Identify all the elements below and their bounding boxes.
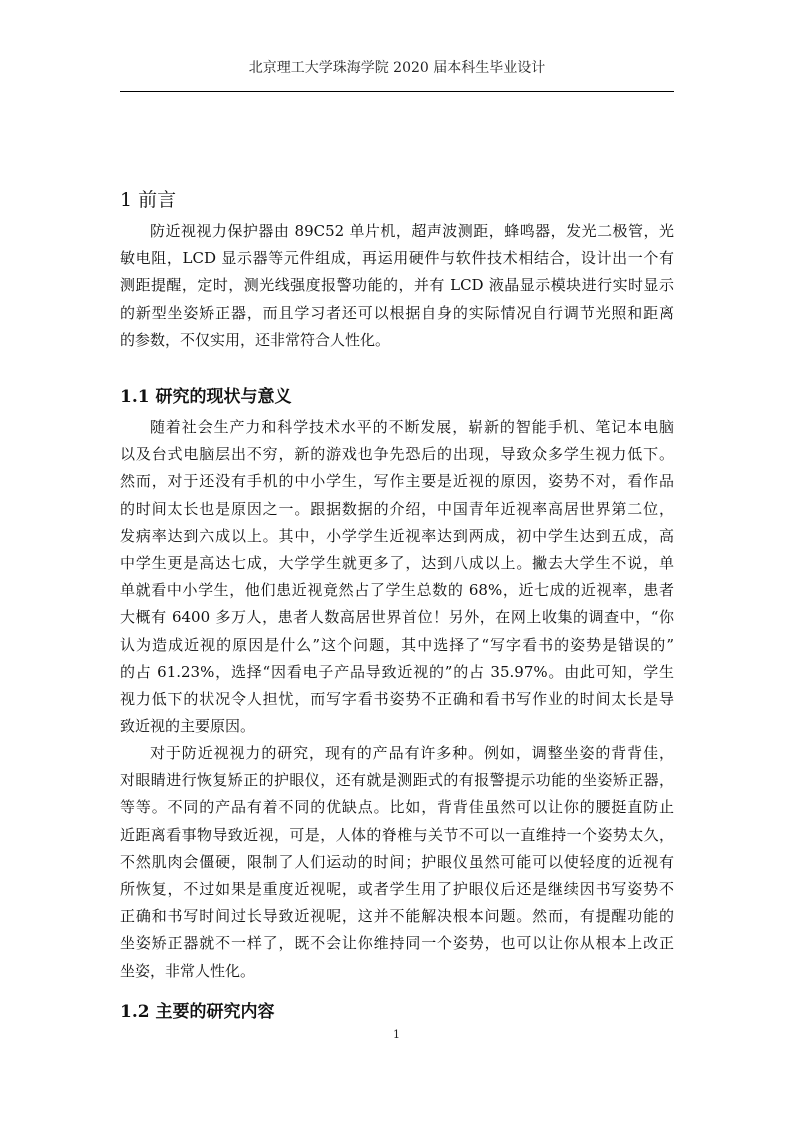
- text-line: 中学生更是高达七成，大学学生就更多了，达到八成以上。撇去大学生不说，单: [120, 553, 674, 572]
- text-line: 测距提醒，定时，测光线强度报警功能的，并有 LCD 液晶显示模块进行实时显示: [120, 276, 674, 295]
- text-line: 所恢复，不过如果是重度近视呢，或者学生用了护眼仪后还是继续因书写姿势不: [120, 879, 674, 898]
- text-line: 然而，对于还没有手机的中小学生，写作主要是近视的原因，姿势不对，看作品: [120, 472, 674, 491]
- text-line: 发病率达到六成以上。其中，小学学生近视率达到两成，初中学生达到五成，高: [120, 526, 674, 545]
- text-line: 大概有 6400 多万人，患者人数高居世界首位！另外，在网上收集的调查中，“你: [120, 608, 674, 627]
- section-1-1-paragraph-1: [120, 414, 674, 740]
- text-line: 随着社会生产力和科学技术水平的不断发展，崭新的智能手机、笔记本电脑: [150, 418, 674, 436]
- text-line: 防近视视力保护器由 89C52 单片机，超声波测距，蜂鸣器，发光二极管，光: [150, 222, 674, 240]
- text-line: 的占 61.23%，选择“因看电子产品导致近视的”的占 35.97%。由此可知，学生: [120, 662, 674, 681]
- text-line: 对眼睛进行恢复矫正的护眼仪，还有就是测距式的有报警提示功能的坐姿矫正器，: [120, 771, 674, 790]
- text-line: 坐姿，非常人性化。: [120, 961, 256, 980]
- page-number: 1: [393, 1028, 400, 1041]
- text-line: 不然肌肉会僵硬，限制了人们运动的时间；护眼仪虽然可能可以使轻度的近视有: [120, 852, 674, 871]
- text-line: 认为造成近视的原因是什么”这个问题，其中选择了“写字看书的姿势是错误的”: [120, 635, 674, 654]
- text-line: 的参数，不仅实用，还非常符合人性化。: [120, 330, 391, 349]
- text-line: 对于防近视视力的研究，现有的产品有许多种。例如，调整坐姿的背背佳，: [150, 744, 674, 762]
- text-line: 敏电阻，LCD 显示器等元件组成，再运用硬件与软件技术相结合，设计出一个有: [120, 249, 674, 268]
- text-line: 正确和书写时间过长导致近视呢，这并不能解决根本问题。然而，有提醒功能的: [120, 907, 674, 926]
- section-heading-1-1: 1.1 研究的现状与意义: [120, 387, 292, 407]
- text-line: 的新型坐姿矫正器，而且学习者还可以根据自身的实际情况自行调节光照和距离: [120, 303, 674, 322]
- text-line: 致近视的主要原因。: [120, 717, 256, 736]
- text-line: 坐姿矫正器就不一样了，既不会让你维持同一个姿势，也可以让你从根本上改正: [120, 934, 674, 953]
- header-divider: [120, 91, 674, 92]
- section-heading-1-2: 1.2 主要的研究内容: [120, 1002, 275, 1022]
- text-line: 近距离看事物导致近视，可是，人体的脊椎与关节不可以一直维持一个姿势太久，: [120, 825, 674, 844]
- text-line: 等等。不同的产品有着不同的优缺点。比如，背背佳虽然可以让你的腰挺直防止: [120, 798, 674, 817]
- intro-paragraph: [120, 218, 674, 354]
- text-line: 以及台式电脑层出不穷，新的游戏也争先恐后的出现，导致众多学生视力低下。: [120, 445, 674, 464]
- text-line: 的时间太长也是原因之一。跟据数据的介绍，中国青年近视率高居世界第二位，: [120, 499, 674, 518]
- text-line: 单就看中小学生，他们患近视竟然占了学生总数的 68%，近七成的近视率，患者: [120, 581, 674, 600]
- running-header: 北京理工大学珠海学院 2020 届本科生毕业设计: [248, 60, 546, 76]
- text-line: 视力低下的状况令人担忧，而写字看书姿势不正确和看书写作业的时间太长是导: [120, 689, 674, 708]
- section-1-1-paragraph-2: [120, 740, 674, 985]
- section-heading-intro: 1 前言: [120, 189, 177, 211]
